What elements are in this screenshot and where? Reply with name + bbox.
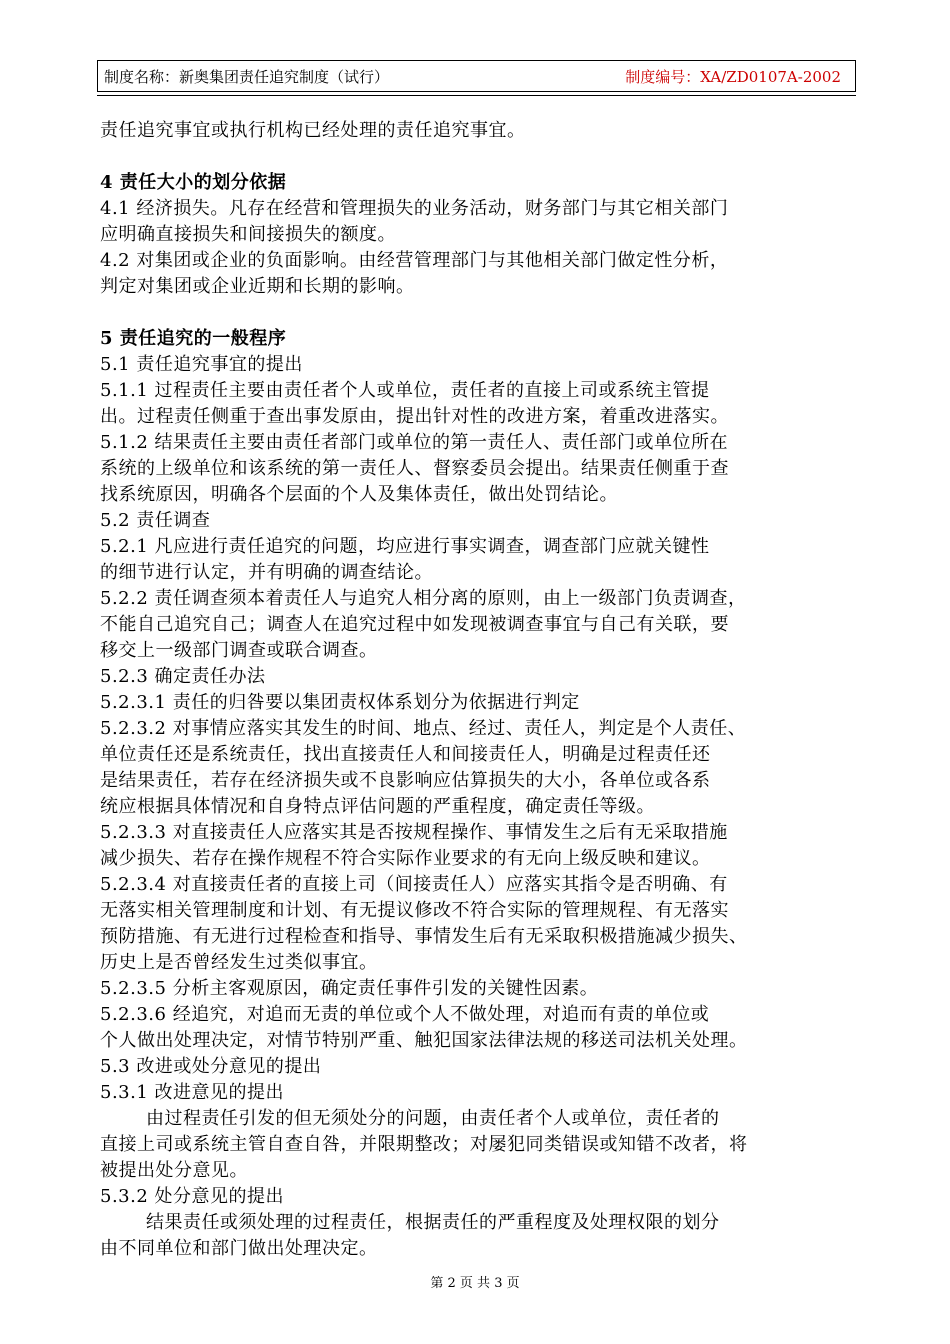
text-line: 系统的上级单位和该系统的第一责任人、督察委员会提出。结果责任侧重于查 [100,458,729,479]
text-line: 结果责任或须处理的过程责任，根据责任的严重程度及处理权限的划分 [146,1212,720,1233]
text-line: 的细节进行认定，并有明确的调查结论。 [100,562,433,583]
text-line: 直接上司或系统主管自查自咎，并限期整改；对屡犯同类错误或知错不改者，将 [100,1134,748,1155]
paragraph-gap [100,300,860,326]
text-line: 5.2.2 责任调查须本着责任人与追究人相分离的原则，由上一级部门负责调查， [100,588,747,609]
text-line: 出。过程责任侧重于查出事发原由，提出针对性的改进方案，着重改进落实。 [100,406,729,427]
text-line: 5.3.1 改进意见的提出 [100,1082,285,1103]
page-footer: 第 2 页 共 3 页 [430,1276,520,1291]
text-line: 5.2.1 凡应进行责任追究的问题，均应进行事实调查，调查部门应就关键性 [100,536,710,557]
paragraph-gap [100,144,860,170]
text-line: 5.2.3.2 对事情应落实其发生的时间、地点、经过、责任人，判定是个人责任、 [100,718,747,739]
text-line: 由过程责任引发的但无须处分的问题，由责任者个人或单位，责任者的 [146,1108,720,1129]
text-line: 4.1 经济损失。凡存在经营和管理损失的业务活动，财务部门与其它相关部门 [100,198,729,219]
text-line: 5.3.2 处分意见的提出 [100,1186,285,1207]
text-line: 5.1.2 结果责任主要由责任者部门或单位的第一责任人、责任部门或单位所在 [100,432,729,453]
text-line: 无落实相关管理制度和计划、有无提议修改不符合实际的管理规程、有无落实 [100,900,729,921]
document-body [100,118,860,1262]
text-line: 单位责任还是系统责任，找出直接责任人和间接责任人，明确是过程责任还 [100,744,711,765]
text-line: 5.2.3.6 经追究，对追而无责的单位或个人不做处理，对追而有责的单位或 [100,1004,710,1025]
text-line: 5.2.3.3 对直接责任人应落实其是否按规程操作、事情发生之后有无采取措施 [100,822,728,843]
text-line: 5.1.1 过程责任主要由责任者个人或单位，责任者的直接上司或系统主管提 [100,380,710,401]
header-divider [97,95,856,96]
text-line: 历史上是否曾经发生过类似事宜。 [100,952,378,973]
text-line: 个人做出处理决定，对情节特别严重、触犯国家法律法规的移送司法机关处理。 [100,1030,748,1051]
text-line: 5.2 责任调查 [100,510,211,531]
text-line: 5.2.3.5 分析主客观原因，确定责任事件引发的关键性因素。 [100,978,599,999]
text-line: 由不同单位和部门做出处理决定。 [100,1238,378,1259]
text-line: 5.2.3.1 责任的归咎要以集团责权体系划分为依据进行判定 [100,692,580,713]
text-line: 减少损失、若存在操作规程不符合实际作业要求的有无向上级反映和建议。 [100,848,711,869]
text-line: 应明确直接损失和间接损失的额度。 [100,224,396,245]
text-line: 移交上一级部门调查或联合调查。 [100,640,378,661]
text-line: 5.1 责任追究事宜的提出 [100,354,303,375]
section-heading: 5 责任追究的一般程序 [100,328,287,349]
regulation-code: 制度编号：XA/ZD0107A-2002 [625,67,841,86]
text-line: 找系统原因，明确各个层面的个人及集体责任，做出处罚结论。 [100,484,618,505]
text-line: 4.2 对集团或企业的负面影响。由经营管理部门与其他相关部门做定性分析， [100,250,729,271]
text-line: 被提出处分意见。 [100,1160,248,1181]
text-line: 不能自己追究自己；调查人在追究过程中如发现被调查事宜与自己有关联，要 [100,614,729,635]
text-line: 是结果责任，若存在经济损失或不良影响应估算损失的大小，各单位或各系 [100,770,711,791]
section-heading: 4 责任大小的划分依据 [100,172,287,193]
text-line: 5.2.3 确定责任办法 [100,666,266,687]
text-line: 责任追究事宜或执行机构已经处理的责任追究事宜。 [100,120,526,141]
text-line: 预防措施、有无进行过程检查和指导、事情发生后有无采取积极措施减少损失、 [100,926,748,947]
text-line: 统应根据具体情况和自身特点评估问题的严重程度，确定责任等级。 [100,796,655,817]
text-line: 5.3 改进或处分意见的提出 [100,1056,322,1077]
document-header [97,60,856,92]
text-line: 判定对集团或企业近期和长期的影响。 [100,276,415,297]
text-line: 5.2.3.4 对直接责任者的直接上司（间接责任人）应落实其指令是否明确、有 [100,874,728,895]
regulation-name: 制度名称：新奥集团责任追究制度（试行） [104,67,390,86]
